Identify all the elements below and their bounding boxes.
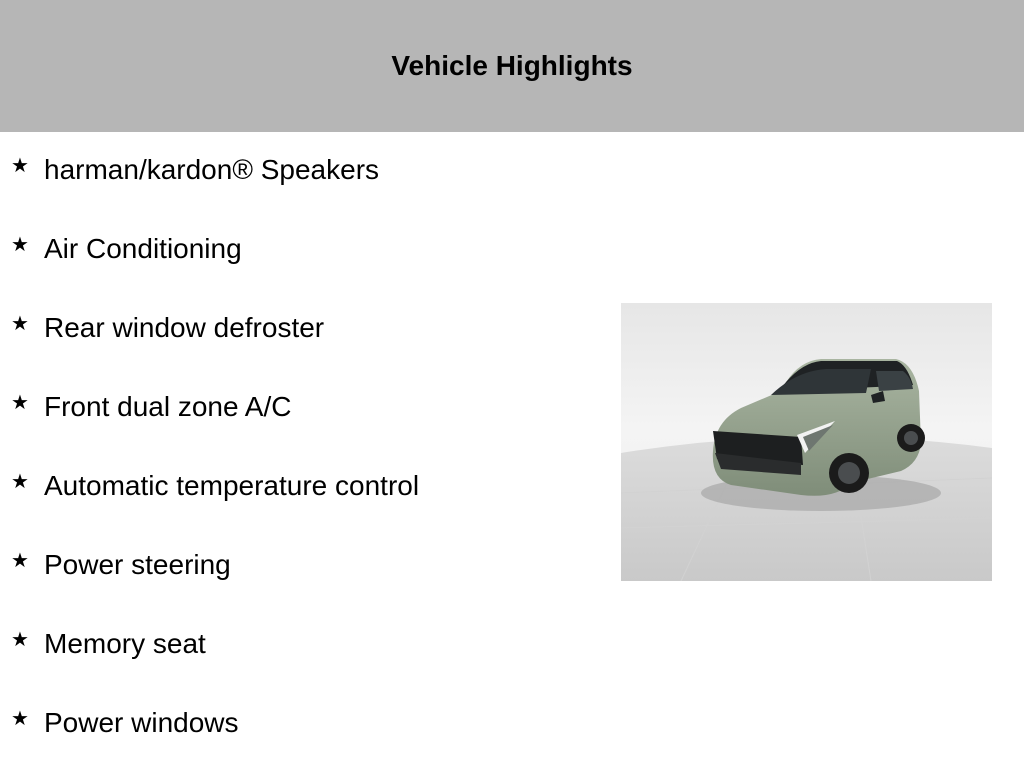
page-title: Vehicle Highlights xyxy=(391,50,633,81)
highlight-label: Power steering xyxy=(44,549,231,580)
vehicle-photo xyxy=(621,303,992,581)
highlight-label: Power windows xyxy=(44,707,239,738)
star-icon: ★ xyxy=(11,234,29,256)
star-icon: ★ xyxy=(11,392,29,414)
star-icon: ★ xyxy=(11,313,29,335)
highlight-label: Air Conditioning xyxy=(44,233,242,264)
star-icon: ★ xyxy=(11,550,29,572)
header-bar xyxy=(0,0,1024,132)
highlight-label: Automatic temperature control xyxy=(44,470,420,501)
highlight-label: Front dual zone A/C xyxy=(44,391,292,422)
star-icon: ★ xyxy=(11,155,29,177)
star-icon: ★ xyxy=(11,471,29,493)
highlight-label: Memory seat xyxy=(44,628,206,659)
highlight-label: harman/kardon® Speakers xyxy=(44,154,380,185)
highlight-label: Rear window defroster xyxy=(44,312,325,343)
star-icon: ★ xyxy=(11,629,29,651)
star-icon: ★ xyxy=(11,708,29,730)
